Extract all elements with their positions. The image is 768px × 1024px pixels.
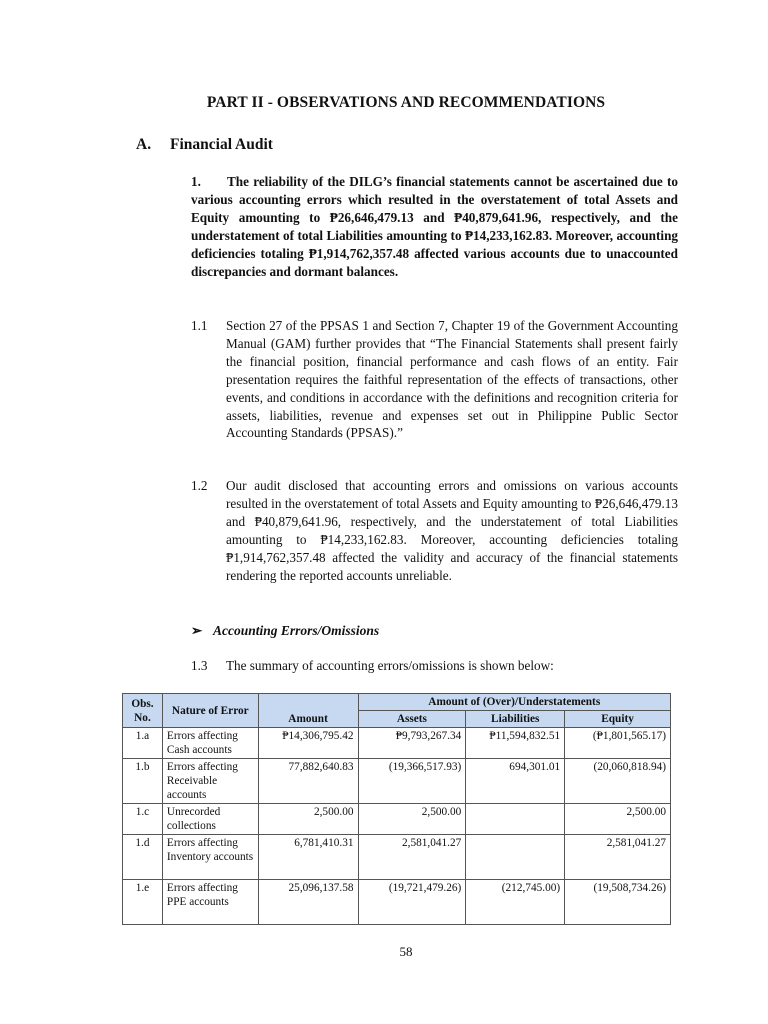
header-assets: Assets [358, 711, 466, 728]
header-equity: Equity [565, 711, 671, 728]
section-heading [136, 136, 273, 154]
cell-assets: (19,366,517.93) [358, 759, 466, 804]
page-number: 58 [399, 944, 413, 959]
cell-assets: 2,500.00 [358, 804, 466, 835]
cell-nature: Unrecorded collections [162, 804, 258, 835]
table-row [123, 880, 671, 925]
cell-nature: Errors affecting Cash accounts [162, 728, 258, 759]
cell-obs: 1.c [123, 804, 163, 835]
accounting-errors-table [122, 693, 671, 925]
finding-text: The reliability of the DILG’s financial statements cannot be ascertained due to various accounting errors which resulted in the overstatement of total Assets and Equity amounting to ₱26,646,479.13 and ₱40,879,641.96, respectively, and the understatement of total Liabilities amounting to ₱14,233,162.83. Moreover, accounting deficiencies totaling ₱1,914,762,357.48 affected various accounts due to unaccounted discrepancies and dormant balances. [191, 174, 678, 280]
paragraph-1-1 [191, 317, 678, 442]
finding-number: 1. [191, 174, 201, 189]
cell-nature: Errors affecting PPE accounts [162, 880, 258, 925]
header-liabilities: Liabilities [466, 711, 565, 728]
cell-obs: 1.e [123, 880, 163, 925]
accounting-errors-subheading [191, 623, 379, 639]
cell-amount: ₱14,306,795.42 [258, 728, 358, 759]
paragraph-text: Section 27 of the PPSAS 1 and Section 7, Chapter 19 of the Government Accounting Manual (GAM) further provides that “The Financial Statements shall present fairly the financial position, financial performance and cash flows of an entity. Fair presentation requires the faithful representation of the effects of transactions, other events, and conditions in accordance with the definitions and recognition criteria for assets, liabilities, revenue and expenses set out in Philippine Public Sector Accounting Standards (PPSAS).” [226, 318, 678, 441]
paragraph-1-2 [191, 477, 678, 584]
paragraph-number: 1.1 [191, 318, 208, 333]
cell-equity: (19,508,734.26) [565, 880, 671, 925]
cell-obs: 1.b [123, 759, 163, 804]
part-title: PART II - OBSERVATIONS AND RECOMMENDATIONS [206, 94, 606, 111]
cell-amount: 6,781,410.31 [258, 835, 358, 880]
cell-equity: (20,060,818.94) [565, 759, 671, 804]
header-obs-no: Obs. No. [123, 694, 163, 728]
cell-equity: (₱1,801,565.17) [565, 728, 671, 759]
finding-1 [191, 173, 678, 282]
table-row [123, 835, 671, 880]
cell-equity: 2,500.00 [565, 804, 671, 835]
cell-liabilities: (212,745.00) [466, 880, 565, 925]
cell-equity: 2,581,041.27 [565, 835, 671, 880]
table-row [123, 728, 671, 759]
paragraph-text: The summary of accounting errors/omissions is shown below: [226, 658, 554, 673]
cell-assets: 2,581,041.27 [358, 835, 466, 880]
table-row [123, 759, 671, 804]
cell-amount: 2,500.00 [258, 804, 358, 835]
cell-liabilities [466, 804, 565, 835]
cell-liabilities: 694,301.01 [466, 759, 565, 804]
cell-liabilities: ₱11,594,832.51 [466, 728, 565, 759]
table-row [123, 804, 671, 835]
header-nature-of-error: Nature of Error [162, 694, 258, 728]
paragraph-number: 1.2 [191, 478, 208, 493]
cell-assets: ₱9,793,267.34 [358, 728, 466, 759]
cell-nature: Errors affecting Inventory accounts [162, 835, 258, 880]
cell-obs: 1.d [123, 835, 163, 880]
cell-liabilities [466, 835, 565, 880]
cell-nature: Errors affecting Receivable accounts [162, 759, 258, 804]
subheading-text: Accounting Errors/Omissions [213, 623, 380, 638]
section-letter: A. [136, 136, 152, 153]
cell-assets: (19,721,479.26) [358, 880, 466, 925]
cell-amount: 77,882,640.83 [258, 759, 358, 804]
paragraph-1-3 [191, 657, 678, 675]
paragraph-number: 1.3 [191, 658, 208, 673]
header-amount: Amount [258, 694, 358, 728]
cell-amount: 25,096,137.58 [258, 880, 358, 925]
cell-obs: 1.a [123, 728, 163, 759]
header-amount-group: Amount of (Over)/Understatements [358, 694, 671, 711]
paragraph-text: Our audit disclosed that accounting errors and omissions on various accounts resulted in the overstatement of total Assets and Equity amounting to ₱26,646,479.13 and ₱40,879,641.96, respectively, and the understatement of total Liabilities amounting to ₱14,233,162.83. Moreover, accounting deficiencies totaling ₱1,914,762,357.48 affected the validity and accuracy of the financial statements rendering the reported accounts unreliable. [226, 478, 678, 583]
section-title: Financial Audit [170, 136, 273, 153]
arrow-bullet-icon: ➢ [191, 623, 203, 638]
